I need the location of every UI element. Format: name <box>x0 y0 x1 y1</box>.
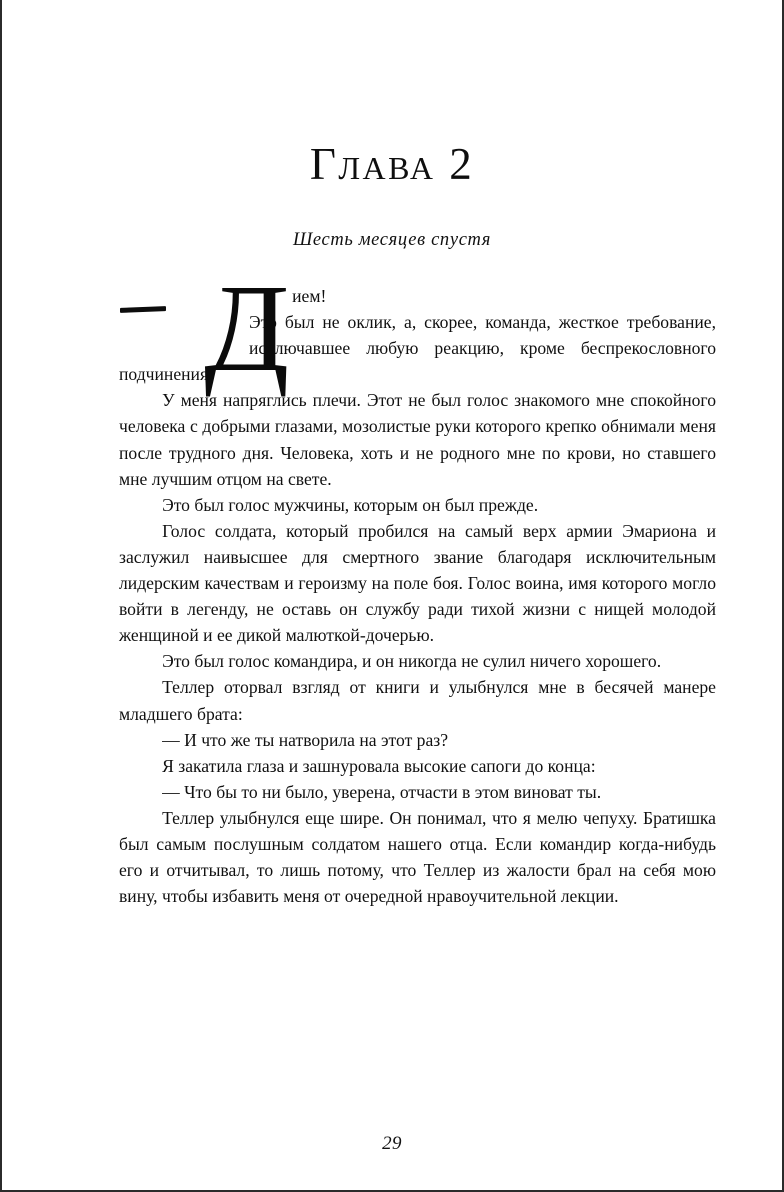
paragraph-7: — И что же ты натворила на этот раз? <box>162 729 449 750</box>
dropcap-group <box>119 260 290 398</box>
paragraph-6: Теллер оторвал взгляд от книги и улыбнулся мне в бесячей манере младшего брата: <box>119 677 716 724</box>
page-number: 29 <box>382 1133 402 1154</box>
paragraph-8: Я закатила глаза и зашнуровала высокие сапоги до конца: <box>162 755 596 776</box>
chapter-subtitle: Шесть месяцев спустя <box>292 230 492 250</box>
page-title: Глава 2 <box>309 139 475 190</box>
paragraph-9: — Что бы то ни было, уверена, отчасти в этом виноват ты. <box>162 781 602 802</box>
paragraph-10: Теллер улыбнулся еще шире. Он понимал, что я мелю чепуху. Братишка был самым послушным солдатом нашего отца. Если командир когда-нибудь его и отчитывал, то лишь потому, что Теллер из жалости брал на себя мою вину, чтобы избавить меня от очередной нравоучительной лекции. <box>119 807 716 907</box>
paragraph-3: Это был голос мужчины, которым он был прежде. <box>162 494 539 515</box>
paragraph-2: У меня напряглись плечи. Этот не был голос знакомого мне спокойного человека с добрыми глазами, мозолистые руки которого крепко обнимали меня после трудного дня. Человека, хоть и не родного мне по крови, но ставшего мне лучшим отцом на свете. <box>119 390 716 489</box>
paragraph-1 <box>119 260 716 398</box>
paragraph-1-text: Это был не оклик, а, скорее, команда, жесткое требование, исключавшее любую реакцию, кроме беспрекословного подчинения. <box>119 312 716 385</box>
paragraph-4: Голос солдата, который пробился на самый верх армии Эмариона и заслужил наивысшее для смертного звание благодаря исключительным лидерским качествам и героизму на поле боя. Голос воина, имя которого могло войти в легенду, не оставь он службу ради тихой жизни с нищей молодой женщиной и ее дикой малюткой-дочерью. <box>119 520 716 646</box>
dropcap-continuation: ием! <box>292 286 327 306</box>
body-text <box>119 260 716 909</box>
drop-cap-letter: Д <box>204 260 290 398</box>
paragraph-5: Это был голос командира, и он никогда не сулил ничего хорошего. <box>162 651 662 672</box>
em-dash-icon <box>120 306 166 313</box>
